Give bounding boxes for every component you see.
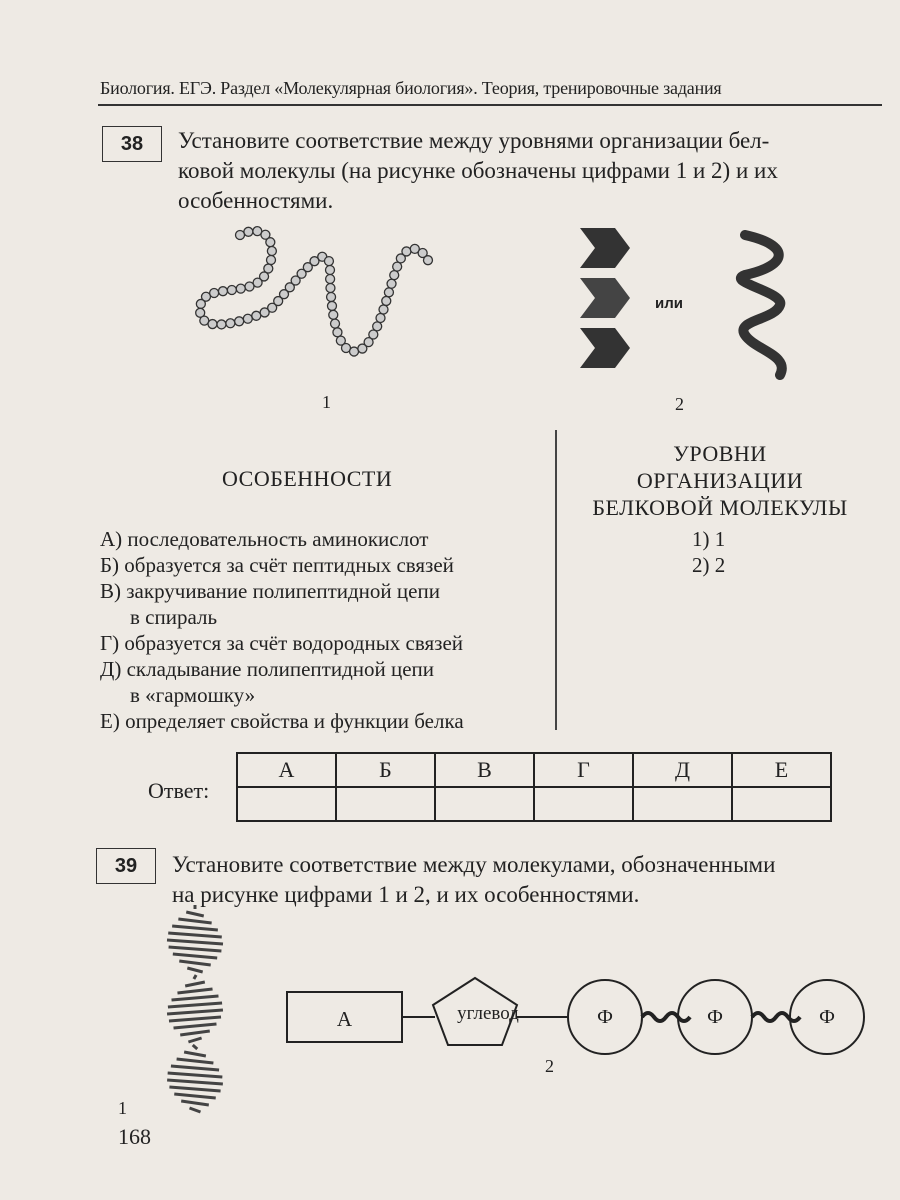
- amino-acid-bead: [387, 279, 396, 288]
- feature-item: Б) образуется за счёт пептидных связей: [100, 553, 454, 577]
- base-pair: [172, 926, 218, 930]
- answer-cell[interactable]: [732, 787, 831, 821]
- amino-acid-bead: [373, 322, 382, 331]
- amino-acid-bead: [217, 320, 226, 329]
- base-pair: [174, 1024, 217, 1028]
- amino-acid-bead: [243, 314, 252, 323]
- amino-acid-bead: [327, 292, 336, 301]
- feature-item: В) закручивание полипептидной цепи: [100, 579, 440, 603]
- answer-header: Д: [633, 753, 732, 787]
- amino-acid-bead: [326, 283, 335, 292]
- amino-acid-bead: [266, 238, 275, 247]
- answer-table: [236, 752, 832, 822]
- base-pair: [177, 989, 212, 993]
- feature-item: А) последовательность аминокислот: [100, 527, 429, 551]
- amino-acid-bead: [350, 347, 359, 356]
- column-divider: [555, 430, 557, 730]
- base-pair: [167, 940, 223, 944]
- answer-label: Ответ:: [148, 778, 210, 803]
- answer-header: В: [435, 753, 534, 787]
- amino-acid-bead: [226, 319, 235, 328]
- amino-acid-bead: [382, 296, 391, 305]
- running-header: Биология. ЕГЭ. Раздел «Молекулярная биология». Теория, тренировочные задания: [100, 78, 722, 98]
- task-39-text: [172, 850, 892, 910]
- answer-header: Б: [336, 753, 435, 787]
- amino-acid-bead: [236, 231, 245, 240]
- levels-title: [565, 440, 875, 521]
- amino-acid-bead: [324, 257, 333, 266]
- amino-acid-bead: [329, 310, 338, 319]
- phosphate-label: Ф: [597, 1006, 613, 1028]
- base-pair: [178, 919, 211, 923]
- answer-cell[interactable]: [237, 787, 336, 821]
- base-pair: [186, 912, 204, 916]
- or-label: или: [655, 295, 683, 312]
- pleated-sheet-icon: [575, 228, 635, 378]
- amino-acid-bead: [244, 227, 253, 236]
- level-item: 2) 2: [692, 553, 726, 577]
- primary-structure-bead-chain: [180, 220, 460, 380]
- figure-label-1: 1: [322, 392, 331, 412]
- answer-header: Е: [732, 753, 831, 787]
- adenine-box-label: А: [336, 1007, 353, 1031]
- base-pair: [193, 1045, 198, 1049]
- page-number: 168: [118, 1124, 151, 1149]
- task-number-39: 39: [96, 848, 156, 884]
- phosphate-label: Ф: [819, 1006, 835, 1028]
- base-pair: [169, 1087, 220, 1091]
- amino-acid-bead: [423, 256, 432, 265]
- base-pair: [172, 996, 219, 1000]
- base-pair: [187, 968, 202, 972]
- amino-acid-bead: [235, 317, 244, 326]
- figure-label-2: 2: [675, 394, 684, 414]
- amino-acid-bead: [236, 284, 245, 293]
- amino-acid-bead: [402, 247, 411, 256]
- base-pair: [185, 982, 205, 986]
- alpha-helix-icon: [730, 230, 800, 380]
- base-pair: [173, 954, 217, 958]
- base-pair: [181, 1101, 209, 1105]
- feature-item: Г) образуется за счёт водородных связей: [100, 631, 464, 655]
- base-pair: [167, 1080, 223, 1084]
- answer-cell[interactable]: [435, 787, 534, 821]
- base-pair: [184, 1052, 206, 1056]
- base-pair: [194, 975, 196, 979]
- base-pair: [169, 947, 222, 951]
- answer-header: А: [237, 753, 336, 787]
- amino-acid-bead: [208, 320, 217, 329]
- base-pair: [180, 1031, 210, 1035]
- base-pair: [167, 1010, 223, 1014]
- features-list: [100, 526, 464, 734]
- feature-item: Д) складывание полипептидной цепи: [100, 657, 435, 681]
- dna-double-helix-icon: [150, 905, 240, 1120]
- amino-acid-bead: [326, 266, 335, 275]
- text-line: Установите соответствие между молекулами, обозначенными: [172, 852, 776, 877]
- base-pair: [177, 1059, 214, 1063]
- feature-item-cont: в «гармошку»: [130, 683, 256, 707]
- amino-acid-bead: [376, 313, 385, 322]
- task-38-text: [178, 126, 878, 216]
- base-pair: [169, 1017, 221, 1021]
- amino-acid-bead: [331, 319, 340, 328]
- base-pair: [171, 1066, 219, 1070]
- figure-label-2: 2: [545, 1056, 554, 1076]
- amino-acid-bead: [267, 255, 276, 264]
- level-item: 1) 1: [692, 527, 726, 551]
- amino-acid-bead: [227, 285, 236, 294]
- amino-acid-bead: [245, 282, 254, 291]
- amino-acid-bead: [326, 274, 335, 283]
- amino-acid-bead: [327, 301, 336, 310]
- amino-acid-bead: [218, 287, 227, 296]
- amino-acid-bead: [196, 299, 205, 308]
- base-pair: [190, 1108, 201, 1112]
- base-pair: [188, 1038, 201, 1042]
- amino-acid-bead: [379, 305, 388, 314]
- amino-acid-bead: [390, 271, 399, 280]
- answer-cell[interactable]: [336, 787, 435, 821]
- text-line: на рисунке цифрами 1 и 2, и их особенностями.: [172, 882, 640, 907]
- text-line: Установите соответствие между уровнями организации бел-: [178, 128, 770, 153]
- base-pair: [168, 933, 222, 937]
- base-pair: [179, 961, 210, 965]
- amino-acid-bead: [333, 328, 342, 337]
- answer-cell[interactable]: [633, 787, 732, 821]
- amino-acid-bead: [384, 288, 393, 297]
- amino-acid-bead: [267, 247, 276, 256]
- levels-list: [692, 526, 725, 578]
- task-number-38: 38: [102, 126, 162, 162]
- title-line: УРОВНИ: [673, 441, 767, 466]
- feature-item-cont: в спираль: [130, 605, 218, 629]
- phosphate-label: Ф: [707, 1006, 723, 1028]
- sugar-label: углевод: [457, 1003, 519, 1024]
- header-rule: [98, 104, 882, 106]
- feature-item: Е) определяет свойства и функции белка: [100, 709, 464, 733]
- text-line: ковой молекулы (на рисунке обозначены цифрами 1 и 2) и их: [178, 158, 778, 183]
- answer-cell[interactable]: [534, 787, 633, 821]
- figure-label-1: 1: [118, 1098, 127, 1118]
- base-pair: [168, 1073, 223, 1077]
- answer-header: Г: [534, 753, 633, 787]
- title-line: БЕЛКОВОЙ МОЛЕКУЛЫ: [592, 495, 848, 520]
- text-line: особенностями.: [178, 188, 334, 213]
- features-title: ОСОБЕННОСТИ: [222, 466, 393, 491]
- base-pair: [174, 1094, 215, 1098]
- amino-acid-bead: [252, 311, 261, 320]
- base-pair: [168, 1003, 222, 1007]
- title-line: ОРГАНИЗАЦИИ: [636, 468, 804, 493]
